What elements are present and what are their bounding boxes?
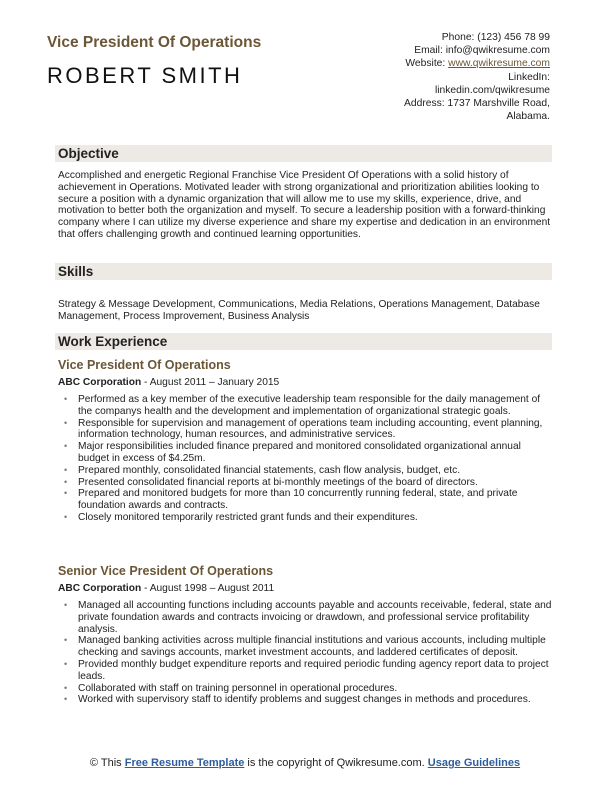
contact-phone: Phone: (123) 456 78 99 bbox=[441, 32, 550, 43]
company-name: ABC Corporation bbox=[58, 377, 142, 388]
contact-address-line2: Alabama. bbox=[506, 111, 550, 123]
bullet-item: • Provided monthly budget expenditure reports and required periodic funding agency report data to project leads. bbox=[58, 659, 552, 683]
company-name: ABC Corporation bbox=[58, 583, 142, 594]
copyright-footer: © This Free Resume Template is the copyright of Qwikresume.com. Usage Guidelines bbox=[89, 757, 521, 769]
objective-heading: Objective bbox=[55, 145, 552, 162]
company-line-1 bbox=[58, 377, 279, 388]
job-dates: - August 2011 – January 2015 bbox=[141, 377, 280, 388]
job-title-1: Vice President Of Operations bbox=[58, 358, 231, 372]
job-1-bullets bbox=[58, 394, 552, 524]
contact-block bbox=[310, 31, 550, 123]
company-line-2 bbox=[58, 583, 274, 594]
contact-address: Address: 1737 Marshville Road, bbox=[404, 98, 550, 110]
candidate-name: ROBERT SMITH bbox=[47, 63, 243, 88]
bullet-item: • Closely monitored temporarily restricted grant funds and their expenditures. bbox=[58, 512, 552, 524]
bullet-item: • Performed as a key member of the executive leadership team responsible for the daily management of the companys health and the development and implementation of organizational strategic goals. bbox=[58, 394, 552, 418]
resume-headline: Vice President Of Operations bbox=[47, 34, 262, 51]
skills-text: Strategy & Message Development, Communications, Media Relations, Operations Management, Database Management, Process Improvement, Business Analysis bbox=[58, 299, 540, 322]
website-link[interactable]: www.qwikresume.com bbox=[448, 58, 550, 70]
job-2-bullets bbox=[58, 600, 552, 706]
bullet-item: • Presented consolidated financial reports at bi-monthly meetings of the board of directors. bbox=[58, 477, 552, 489]
contact-linkedin: linkedin.com/qwikresume bbox=[434, 84, 550, 96]
bullet-item: • Major responsibilities included finance prepared and monitored consolidated organizational annual budget in excess of $4.25m. bbox=[58, 441, 552, 465]
bullet-item: • Collaborated with staff on training personnel in operational procedures. bbox=[58, 683, 552, 695]
work-experience-heading: Work Experience bbox=[55, 333, 552, 350]
skills-heading: Skills bbox=[55, 263, 552, 280]
usage-guidelines-link[interactable]: Usage Guidelines bbox=[427, 757, 521, 769]
free-resume-template-link[interactable]: Free Resume Template bbox=[124, 757, 245, 769]
job-dates: - August 1998 – August 2011 bbox=[141, 583, 275, 594]
bullet-item: • Managed banking activities across multiple financial institutions and various accounts, including multiple checking and savings accounts, market investment accounts, and laddered certificates of deposit. bbox=[58, 635, 552, 659]
contact-linkedin-label: LinkedIn: bbox=[508, 71, 550, 83]
objective-text: Accomplished and energetic Regional Franchise Vice President Of Operations with a solid history of achievement in Operations. Motivated leader with strong organizational and prioritization abilities looking to secure a position with a dynamic organization that will allow me to use my skills, experience, drive, and motivation to better both the organization and myself. To secure a leadership position with a forward-thinking company where I can utilize my diverse experience and share my expertise and dedication in an environment that offers challenging growth and continued learning opportunities. bbox=[58, 170, 551, 240]
bullet-item: • Prepared and monitored budgets for more than 10 concurrently running federal, state, and private foundation awards and contracts. bbox=[58, 488, 552, 512]
contact-email: Email: info@qwikresume.com bbox=[414, 45, 550, 57]
bullet-item: • Prepared monthly, consolidated financial statements, cash flow analysis, budget, etc. bbox=[58, 465, 552, 477]
job-title-2: Senior Vice President Of Operations bbox=[58, 564, 274, 578]
bullet-item: • Responsible for supervision and management of operations team including accounting, event planning, information technology, human resources, and administrative services. bbox=[58, 418, 552, 442]
bullet-item: • Worked with supervisory staff to identify problems and suggest changes in methods and procedures. bbox=[58, 694, 552, 706]
bullet-item: • Managed all accounting functions including accounts payable and accounts receivable, federal, state and private foundation awards and contracts invoicing or drawdown, and professional service profitability analysis. bbox=[58, 600, 552, 635]
contact-website: Website: www.qwikresume.com bbox=[405, 58, 550, 70]
